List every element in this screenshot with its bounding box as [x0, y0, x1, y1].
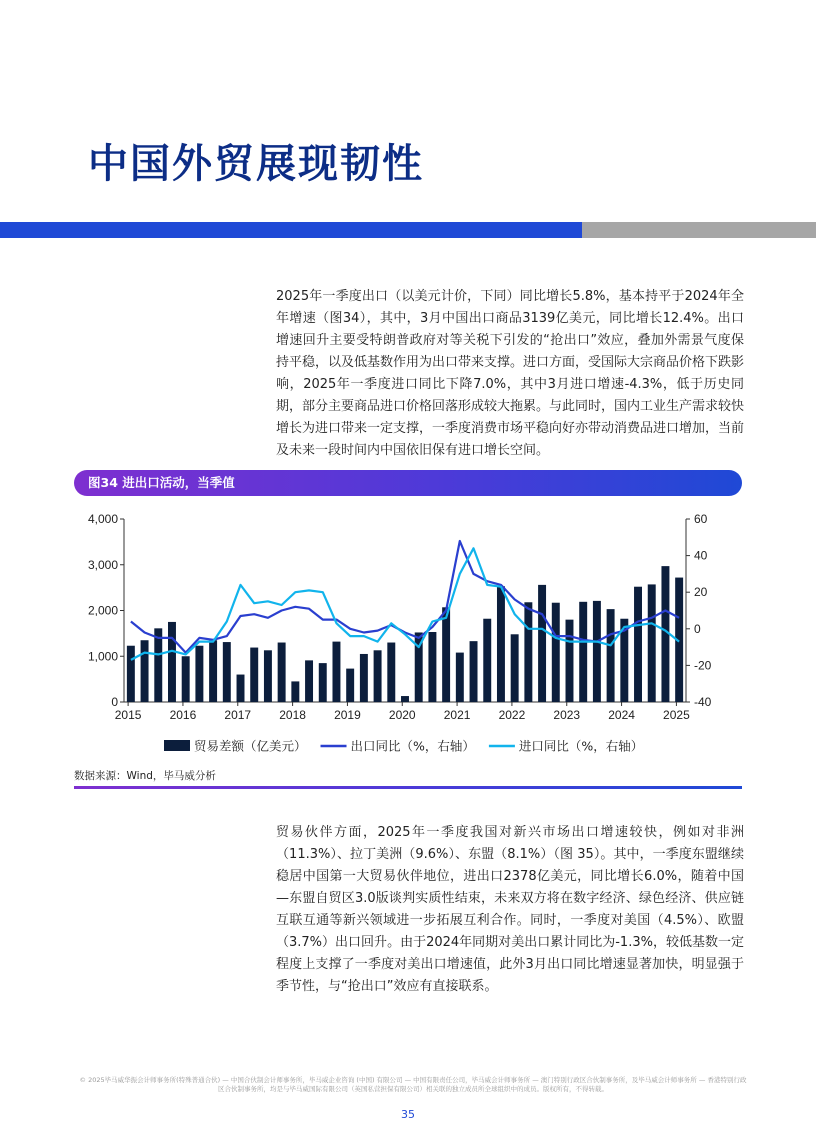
x-tick-label: 2023	[553, 708, 581, 722]
left-tick-label: 4,000	[87, 512, 118, 526]
x-tick-label: 2019	[334, 708, 361, 722]
trade-balance-bar	[127, 646, 135, 702]
trade-balance-bar	[593, 601, 601, 702]
copyright-footer: © 2025毕马威华振会计师事务所(特殊普通合伙) — 中国合伙制会计师事务所，毕马威企业咨询 (中国) 有限公司 — 中国有限责任公司，毕马威会计师事务所 — 澳门特别行政区合伙制事务所，及毕马威会计师事务所 — 香港特别行政区合伙制事务所，均是与毕马威国际有限公司（英国私营担保有限公司）相关联的独立成员所全球组织中的成员。版权所有，不得转载。	[79, 1076, 747, 1093]
left-tick-label: 2,000	[87, 603, 118, 618]
right-tick-label: 40	[694, 548, 708, 563]
legend-swatch-trade-balance	[164, 740, 190, 751]
x-tick-label: 2021	[443, 708, 471, 722]
trade-balance-bar	[182, 656, 190, 702]
trade-balance-bar	[538, 585, 546, 702]
trade-balance-bar	[305, 660, 313, 702]
trade-balance-bar	[332, 642, 340, 702]
trade-balance-bar	[511, 634, 519, 702]
x-tick-label: 2024	[608, 708, 635, 722]
trade-balance-bar	[278, 643, 286, 702]
x-tick-label: 2018	[279, 708, 306, 722]
legend-label: 进口同比（%，右轴）	[518, 738, 644, 754]
trade-balance-bar	[195, 646, 203, 702]
trade-balance-bar	[141, 640, 149, 702]
x-tick-label: 2022	[498, 708, 526, 722]
trade-balance-bar	[387, 643, 395, 702]
trade-balance-bar	[470, 641, 478, 702]
data-source-note: 数据来源：Wind，毕马威分析	[74, 770, 216, 782]
trade-balance-bar	[607, 609, 615, 702]
trade-balance-bar	[648, 584, 656, 702]
trade-balance-bar	[168, 622, 176, 702]
right-tick-label: -20	[694, 658, 712, 673]
page-title: 中国外贸展现韧性	[88, 141, 424, 187]
x-tick-label: 2016	[169, 708, 197, 722]
header-accent-bar-gray	[582, 222, 816, 238]
trade-balance-bar	[319, 663, 327, 702]
left-tick-label: 3,000	[87, 557, 118, 572]
trade-balance-bar	[401, 696, 409, 702]
header-accent-bar-blue	[0, 222, 582, 238]
trade-balance-bar	[209, 640, 217, 702]
left-tick-label: 0	[111, 695, 118, 709]
trade-chart	[74, 506, 742, 764]
trade-balance-bar	[237, 675, 245, 702]
trade-balance-bar	[346, 669, 354, 702]
trade-balance-bar	[223, 642, 231, 702]
trade-balance-bar	[552, 603, 560, 702]
x-tick-label: 2015	[114, 708, 142, 722]
trade-balance-bar	[483, 619, 491, 702]
body-paragraph-1: 2025年一季度出口（以美元计价，下同）同比增长5.8%，基本持平于2024年全年增速（图34），其中，3月中国出口商品3139亿美元，同比增长12.4%。出口增速回升主要受特朗普政府对等关税下引发的“抢出口”效应，叠加外需景气度保持平稳，以及低基数作用为出口带来支撑。进口方面，受国际大宗商品价格下跌影响，2025年一季度进口同比下降7.0%，其中3月进口增速-4.3%，低于历史同期，部分主要商品进口价格回落形成较大拖累。与此同时，国内工业生产需求较快增长为进口带来一定支撑，一季度消费市场平稳向好亦带动消费品进口增加，当前及未来一段时间内中国依旧保有进口增长空间。	[276, 289, 745, 458]
x-tick-label: 2017	[224, 708, 252, 722]
trade-balance-bar	[579, 602, 587, 702]
trade-balance-bar	[524, 602, 532, 702]
source-divider	[74, 786, 742, 789]
trade-balance-bar	[360, 654, 368, 702]
trade-balance-bar	[566, 620, 574, 702]
x-tick-label: 2020	[388, 708, 416, 722]
right-tick-label: 0	[694, 621, 701, 636]
trade-balance-bar	[442, 607, 450, 702]
right-tick-label: 20	[694, 585, 708, 600]
trade-balance-bar	[634, 587, 642, 702]
legend-label: 贸易差额（亿美元）	[194, 738, 307, 754]
trade-balance-bar	[456, 653, 464, 702]
trade-balance-bar	[428, 632, 436, 702]
trade-balance-bar	[497, 586, 505, 702]
right-tick-label: 60	[694, 512, 708, 526]
trade-balance-bar	[250, 648, 258, 702]
body-paragraph-2: 贸易伙伴方面，2025年一季度我国对新兴市场出口增速较快，例如对非洲（11.3%）、拉丁美洲（9.6%）、东盟（8.1%）（图 35）。其中，一季度东盟继续稳居中国第一大贸易伙伴地位，进出口2378亿美元，同比增长6.0%，随着中国—东盟自贸区3.0版谈判实质性结束，未来双方将在数字经济、绿色经济、供应链互联互通等新兴领域进一步拓展互利合作。同时，一季度对美国（4.5%）、欧盟（3.7%）出口回升。由于2024年同期对美出口累计同比为-1.3%，较低基数一定程度上支撑了一季度对美出口增速值，此外3月出口同比增速显著加快，明显强于季节性，与“抢出口”效应有直接联系。	[276, 825, 744, 994]
figure-title-banner	[74, 470, 742, 496]
page-number: 35	[401, 1108, 415, 1121]
trade-balance-bar	[154, 628, 162, 702]
legend-label: 出口同比（%，右轴）	[350, 738, 475, 754]
figure-title: 图34 进出口活动，当季值	[88, 475, 235, 490]
trade-balance-bar	[374, 650, 382, 702]
x-tick-label: 2025	[663, 708, 690, 722]
trade-balance-bar	[291, 681, 299, 702]
trade-balance-bar	[264, 650, 272, 702]
left-tick-label: 1,000	[87, 649, 118, 664]
right-tick-label: -40	[694, 695, 712, 709]
